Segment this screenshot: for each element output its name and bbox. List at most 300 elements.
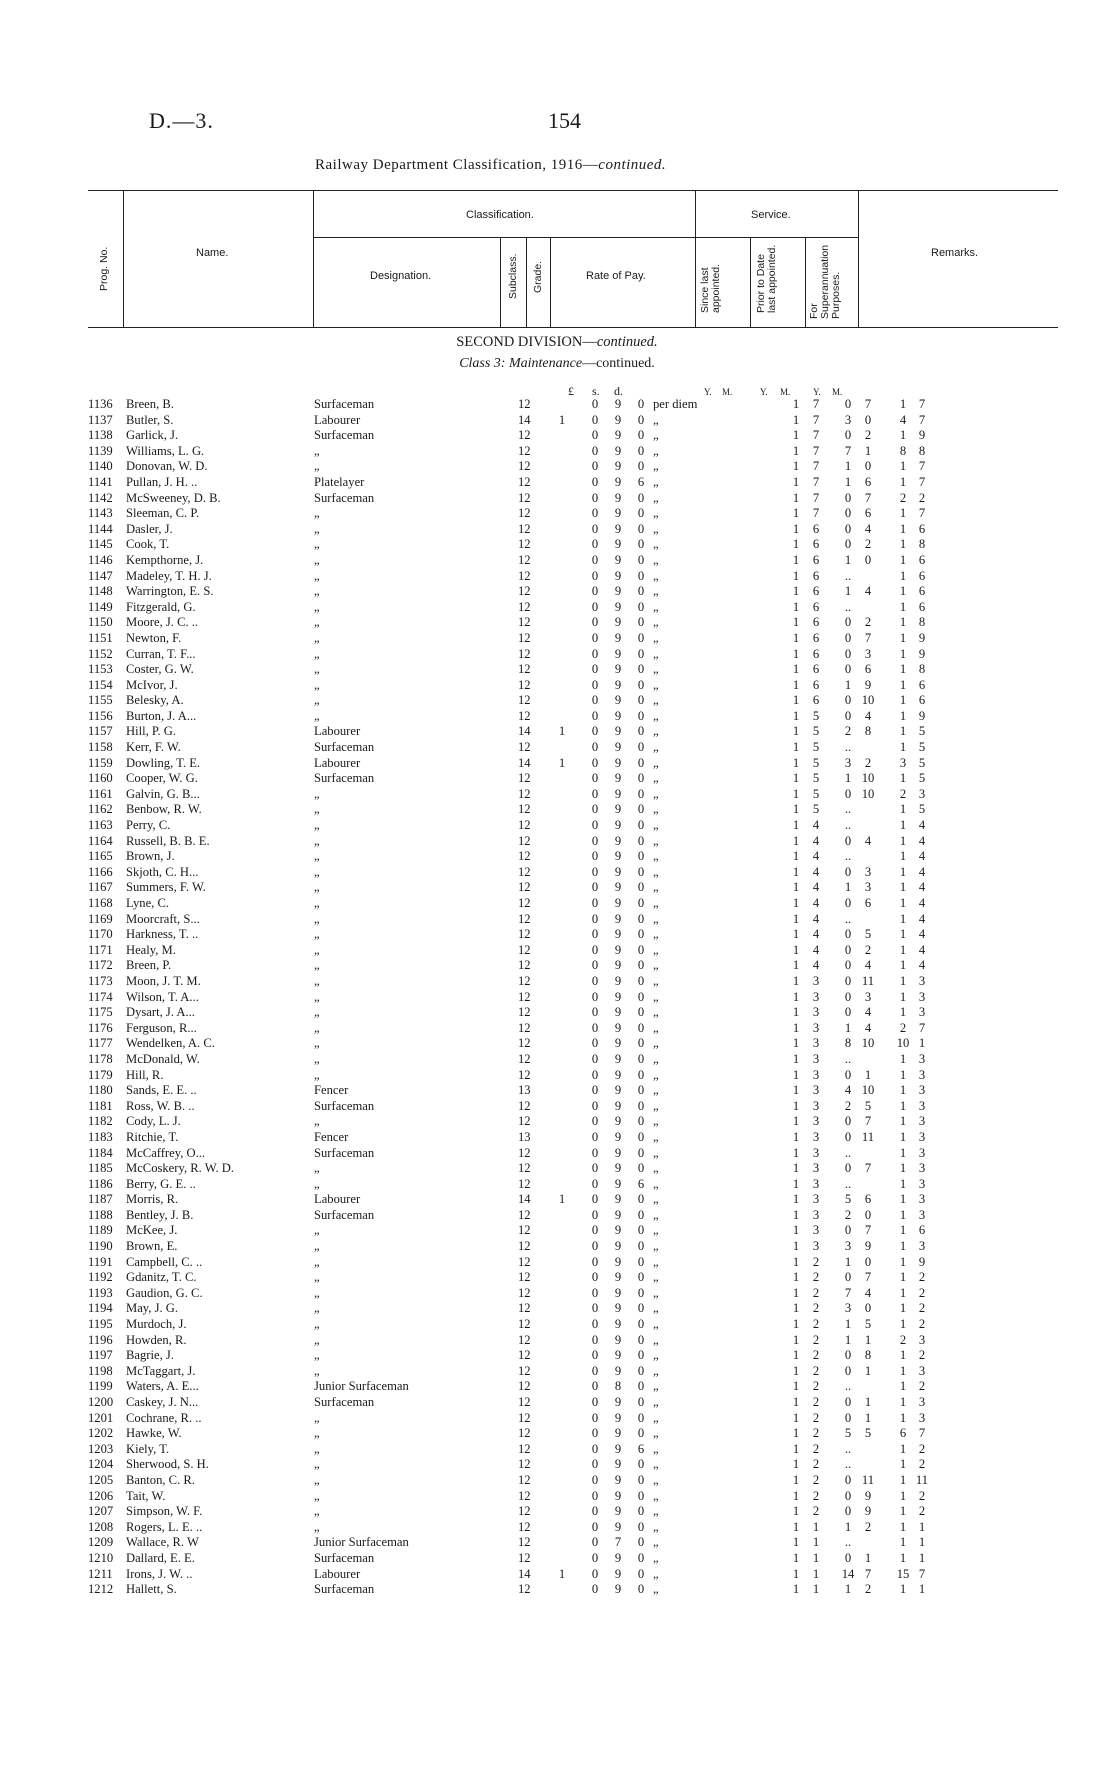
pay-rate: „ bbox=[653, 1114, 659, 1129]
since-months: 4 bbox=[812, 864, 820, 879]
prog-no: 1149 bbox=[88, 599, 113, 614]
prog-no: 1172 bbox=[88, 958, 113, 973]
unit-months: M. bbox=[832, 387, 843, 397]
prog-no: 1170 bbox=[88, 927, 113, 942]
designation: „ bbox=[314, 1301, 320, 1316]
super-months: 6 bbox=[918, 693, 926, 708]
prior-years: 1 bbox=[844, 459, 852, 474]
prog-no: 1183 bbox=[88, 1129, 113, 1144]
grade: 12 bbox=[518, 428, 531, 443]
grade: 12 bbox=[518, 927, 531, 942]
employee-name: Burton, J. A... bbox=[126, 708, 197, 723]
prog-no: 1191 bbox=[88, 1254, 113, 1269]
prior-months: 10 bbox=[861, 771, 875, 786]
prior-months: 4 bbox=[864, 1020, 872, 1035]
prior-years: 0 bbox=[844, 942, 852, 957]
designation: Surfaceman bbox=[314, 1582, 375, 1597]
pay-pence: 0 bbox=[637, 397, 645, 411]
pay-rate: „ bbox=[653, 1176, 659, 1191]
pay-pence: 0 bbox=[637, 1254, 645, 1269]
prog-no: 1159 bbox=[88, 755, 113, 770]
pay-rate: „ bbox=[653, 646, 659, 661]
pay-rate: „ bbox=[653, 552, 659, 567]
designation: „ bbox=[314, 1488, 320, 1503]
title-main: Railway Department Classification, 1916— bbox=[315, 157, 599, 173]
grade: 12 bbox=[518, 1348, 531, 1363]
grade: 12 bbox=[518, 1051, 531, 1066]
pay-shillings: 9 bbox=[614, 397, 622, 411]
pay-pounds: 0 bbox=[591, 1223, 599, 1238]
since-years: 1 bbox=[792, 1005, 800, 1020]
designation: „ bbox=[314, 568, 320, 583]
table-row bbox=[88, 459, 988, 475]
pay-shillings: 9 bbox=[614, 1254, 622, 1269]
table-row bbox=[88, 584, 988, 600]
pay-pence: 6 bbox=[637, 474, 645, 489]
table-row bbox=[88, 943, 988, 959]
employee-name: Breen, B. bbox=[126, 397, 174, 411]
employee-name: Curran, T. F... bbox=[126, 646, 196, 661]
designation: „ bbox=[314, 693, 320, 708]
grade: 12 bbox=[518, 1550, 531, 1565]
table-row bbox=[88, 1457, 988, 1473]
pay-shillings: 9 bbox=[614, 1005, 622, 1020]
since-months: 5 bbox=[812, 755, 820, 770]
pay-rate: „ bbox=[653, 474, 659, 489]
designation: „ bbox=[314, 1332, 320, 1347]
since-years: 1 bbox=[792, 568, 800, 583]
pay-pence: 0 bbox=[637, 615, 645, 630]
prog-no: 1208 bbox=[88, 1519, 114, 1534]
since-years: 1 bbox=[792, 459, 800, 474]
since-years: 1 bbox=[792, 1285, 800, 1300]
prior-years: .. bbox=[844, 1145, 852, 1160]
prog-no: 1190 bbox=[88, 1239, 113, 1254]
designation: „ bbox=[314, 864, 320, 879]
super-years: 1 bbox=[899, 1317, 907, 1332]
designation: „ bbox=[314, 677, 320, 692]
pay-pence: 0 bbox=[637, 1005, 645, 1020]
table-row bbox=[88, 740, 988, 756]
designation: Surfaceman bbox=[314, 428, 375, 443]
designation: „ bbox=[314, 1317, 320, 1332]
table-row bbox=[88, 787, 988, 803]
since-years: 1 bbox=[792, 755, 800, 770]
pay-pence: 0 bbox=[637, 1036, 645, 1051]
prog-no: 1144 bbox=[88, 521, 113, 536]
pay-pounds: 0 bbox=[591, 708, 599, 723]
pay-rate: „ bbox=[653, 1083, 659, 1098]
designation: „ bbox=[314, 1457, 320, 1472]
employee-name: Tait, W. bbox=[126, 1488, 166, 1503]
pay-pounds: 0 bbox=[591, 1566, 599, 1581]
pay-rate: „ bbox=[653, 1363, 659, 1378]
designation: „ bbox=[314, 786, 320, 801]
grade: 12 bbox=[518, 662, 531, 677]
prog-no: 1194 bbox=[88, 1301, 113, 1316]
grade: 12 bbox=[518, 615, 531, 630]
prior-months: 0 bbox=[864, 1254, 872, 1269]
pay-pence: 0 bbox=[637, 537, 645, 552]
super-years: 1 bbox=[899, 849, 907, 864]
pay-shillings: 9 bbox=[614, 630, 622, 645]
unit-years: Y. bbox=[704, 387, 712, 397]
prog-no: 1138 bbox=[88, 428, 113, 443]
prog-no: 1178 bbox=[88, 1051, 113, 1066]
super-years: 1 bbox=[899, 911, 907, 926]
super-months: 6 bbox=[918, 599, 926, 614]
employee-name: Moore, J. C. .. bbox=[126, 615, 199, 630]
super-years: 1 bbox=[899, 708, 907, 723]
pay-rate: „ bbox=[653, 521, 659, 536]
pay-pence: 0 bbox=[637, 443, 645, 458]
employee-name: Pullan, J. H. .. bbox=[126, 474, 198, 489]
pay-shillings: 9 bbox=[614, 740, 622, 755]
super-years: 1 bbox=[899, 1379, 907, 1394]
grade: 12 bbox=[518, 537, 531, 552]
prior-years: 0 bbox=[844, 537, 852, 552]
since-years: 1 bbox=[792, 849, 800, 864]
pay-shillings: 9 bbox=[614, 1410, 622, 1425]
designation: Platelayer bbox=[314, 474, 365, 489]
prior-months: 2 bbox=[864, 537, 872, 552]
designation: „ bbox=[314, 1223, 320, 1238]
pay-pence: 0 bbox=[637, 1457, 645, 1472]
pay-pence: 0 bbox=[637, 1566, 645, 1581]
table-row bbox=[88, 1489, 988, 1505]
employee-name: McTaggart, J. bbox=[126, 1363, 196, 1378]
designation: „ bbox=[314, 708, 320, 723]
since-months: 2 bbox=[812, 1410, 820, 1425]
super-months: 3 bbox=[918, 1114, 926, 1129]
since-years: 1 bbox=[792, 1223, 800, 1238]
designation: „ bbox=[314, 818, 320, 833]
pay-shillings: 9 bbox=[614, 724, 622, 739]
since-years: 1 bbox=[792, 802, 800, 817]
staff-table bbox=[88, 397, 988, 1598]
since-years: 1 bbox=[792, 818, 800, 833]
super-months: 5 bbox=[918, 740, 926, 755]
prog-no: 1198 bbox=[88, 1363, 113, 1378]
designation: „ bbox=[314, 989, 320, 1004]
since-months: 4 bbox=[812, 958, 820, 973]
pay-rate: „ bbox=[653, 1348, 659, 1363]
employee-name: Dasler, J. bbox=[126, 521, 173, 536]
prog-no: 1166 bbox=[88, 864, 113, 879]
since-months: 3 bbox=[812, 1223, 820, 1238]
pay-pence: 0 bbox=[637, 1348, 645, 1363]
super-months: 8 bbox=[918, 615, 926, 630]
prog-no: 1177 bbox=[88, 1036, 113, 1051]
super-months: 3 bbox=[918, 1332, 926, 1347]
designation: Labourer bbox=[314, 755, 361, 770]
pay-shillings: 9 bbox=[614, 942, 622, 957]
super-years: 1 bbox=[899, 1488, 907, 1503]
designation: Surfaceman bbox=[314, 1098, 375, 1113]
pay-shillings: 9 bbox=[614, 1161, 622, 1176]
pay-rate: „ bbox=[653, 1207, 659, 1222]
super-years: 1 bbox=[899, 1285, 907, 1300]
super-months: 7 bbox=[918, 412, 926, 427]
pay-pence: 0 bbox=[637, 880, 645, 895]
pay-rate: „ bbox=[653, 1379, 659, 1394]
pay-pence: 0 bbox=[637, 521, 645, 536]
designation: „ bbox=[314, 1020, 320, 1035]
prior-years: 0 bbox=[844, 1363, 852, 1378]
pay-pounds: 0 bbox=[591, 1457, 599, 1472]
designation: „ bbox=[314, 615, 320, 630]
since-months: 4 bbox=[812, 927, 820, 942]
since-years: 1 bbox=[792, 490, 800, 505]
since-months: 3 bbox=[812, 1145, 820, 1160]
employee-name: Banton, C. R. bbox=[126, 1472, 195, 1487]
pay-pounds: 0 bbox=[591, 771, 599, 786]
prior-months: 3 bbox=[864, 864, 872, 879]
designation: Labourer bbox=[314, 412, 361, 427]
pay-rate: „ bbox=[653, 708, 659, 723]
pay-pounds: 0 bbox=[591, 1582, 599, 1597]
employee-name: Cochrane, R. .. bbox=[126, 1410, 202, 1425]
since-months: 2 bbox=[812, 1488, 820, 1503]
employee-name: Sherwood, S. H. bbox=[126, 1457, 209, 1472]
pay-rate: „ bbox=[653, 443, 659, 458]
prior-months: 2 bbox=[864, 1582, 872, 1597]
pay-pounds: 0 bbox=[591, 973, 599, 988]
since-months: 2 bbox=[812, 1472, 820, 1487]
pay-pounds: 0 bbox=[591, 1270, 599, 1285]
employee-name: Williams, L. G. bbox=[126, 443, 205, 458]
pay-pounds: 0 bbox=[591, 1005, 599, 1020]
prior-months: 7 bbox=[864, 1223, 872, 1238]
table-row bbox=[88, 1192, 988, 1208]
super-months: 7 bbox=[918, 397, 926, 411]
pay-pounds: 0 bbox=[591, 1410, 599, 1425]
employee-name: McDonald, W. bbox=[126, 1051, 200, 1066]
prior-years: .. bbox=[844, 599, 852, 614]
employee-name: Kempthorne, J. bbox=[126, 552, 204, 567]
prior-months: 5 bbox=[864, 927, 872, 942]
pay-rate: „ bbox=[653, 1145, 659, 1160]
pay-shillings: 9 bbox=[614, 1036, 622, 1051]
pay-rate: „ bbox=[653, 506, 659, 521]
prior-years: 0 bbox=[844, 989, 852, 1004]
prior-months: 6 bbox=[864, 474, 872, 489]
divider bbox=[750, 237, 751, 327]
table-row bbox=[88, 927, 988, 943]
pay-shillings: 9 bbox=[614, 490, 622, 505]
super-months: 9 bbox=[918, 708, 926, 723]
since-years: 1 bbox=[792, 1114, 800, 1129]
super-months: 1 bbox=[918, 1582, 926, 1597]
since-years: 1 bbox=[792, 521, 800, 536]
grade: 12 bbox=[518, 1239, 531, 1254]
prog-no: 1197 bbox=[88, 1348, 113, 1363]
since-years: 1 bbox=[792, 693, 800, 708]
prog-no: 1212 bbox=[88, 1582, 114, 1597]
pay-pence: 0 bbox=[637, 1051, 645, 1066]
header-service: Service. bbox=[751, 209, 791, 221]
subclass: 1 bbox=[558, 1192, 566, 1207]
since-months: 3 bbox=[812, 1036, 820, 1051]
pay-pence: 0 bbox=[637, 459, 645, 474]
pay-pounds: 0 bbox=[591, 911, 599, 926]
grade: 13 bbox=[518, 1083, 531, 1098]
divider bbox=[858, 191, 859, 327]
employee-name: Breen, P. bbox=[126, 958, 172, 973]
prog-no: 1206 bbox=[88, 1488, 114, 1503]
employee-name: Irons, J. W. .. bbox=[126, 1566, 193, 1581]
super-years: 1 bbox=[899, 1410, 907, 1425]
employee-name: Brown, E. bbox=[126, 1239, 178, 1254]
since-months: 2 bbox=[812, 1363, 820, 1378]
prior-years: 2 bbox=[844, 724, 852, 739]
super-months: 9 bbox=[918, 630, 926, 645]
prior-months: 1 bbox=[864, 1067, 872, 1082]
grade: 12 bbox=[518, 911, 531, 926]
prior-months: 10 bbox=[861, 1083, 875, 1098]
prog-no: 1205 bbox=[88, 1472, 114, 1487]
employee-name: Simpson, W. F. bbox=[126, 1504, 203, 1519]
prior-months: 5 bbox=[864, 1317, 872, 1332]
super-months: 2 bbox=[918, 1379, 926, 1394]
prior-months: 2 bbox=[864, 1519, 872, 1534]
since-years: 1 bbox=[792, 1550, 800, 1565]
prog-no: 1203 bbox=[88, 1441, 114, 1456]
pay-shillings: 9 bbox=[614, 833, 622, 848]
designation: „ bbox=[314, 911, 320, 926]
designation: Labourer bbox=[314, 1192, 361, 1207]
pay-rate: „ bbox=[653, 989, 659, 1004]
table-row bbox=[88, 802, 988, 818]
since-years: 1 bbox=[792, 1207, 800, 1222]
prior-years: 0 bbox=[844, 490, 852, 505]
grade: 12 bbox=[518, 630, 531, 645]
since-months: 7 bbox=[812, 459, 820, 474]
since-months: 6 bbox=[812, 584, 820, 599]
pay-pounds: 0 bbox=[591, 1145, 599, 1160]
since-months: 3 bbox=[812, 989, 820, 1004]
prog-no: 1164 bbox=[88, 833, 113, 848]
super-years: 1 bbox=[899, 1005, 907, 1020]
pay-pounds: 0 bbox=[591, 942, 599, 957]
table-row bbox=[88, 912, 988, 928]
super-months: 7 bbox=[918, 474, 926, 489]
super-years: 1 bbox=[899, 1270, 907, 1285]
prog-no: 1174 bbox=[88, 989, 113, 1004]
employee-name: Berry, G. E. .. bbox=[126, 1176, 196, 1191]
grade: 12 bbox=[518, 989, 531, 1004]
pay-rate: „ bbox=[653, 1036, 659, 1051]
super-months: 7 bbox=[918, 506, 926, 521]
pay-pounds: 0 bbox=[591, 1535, 599, 1550]
prior-months: 9 bbox=[864, 677, 872, 692]
pay-pounds: 0 bbox=[591, 755, 599, 770]
designation: „ bbox=[314, 552, 320, 567]
employee-name: Hawke, W. bbox=[126, 1426, 182, 1441]
pay-rate: „ bbox=[653, 428, 659, 443]
designation: „ bbox=[314, 802, 320, 817]
employee-name: Wendelken, A. C. bbox=[126, 1036, 215, 1051]
super-years: 1 bbox=[899, 896, 907, 910]
prior-years: 0 bbox=[844, 521, 852, 536]
class-suffix: —continued. bbox=[582, 356, 655, 371]
since-months: 6 bbox=[812, 552, 820, 567]
super-months: 4 bbox=[918, 942, 926, 957]
pay-pounds: 0 bbox=[591, 1504, 599, 1519]
prior-months: 10 bbox=[861, 786, 875, 801]
super-years: 1 bbox=[899, 506, 907, 521]
pay-shillings: 9 bbox=[614, 896, 622, 910]
pay-pounds: 0 bbox=[591, 1363, 599, 1378]
table-row bbox=[88, 756, 988, 772]
since-months: 6 bbox=[812, 537, 820, 552]
pay-shillings: 9 bbox=[614, 1332, 622, 1347]
super-years: 1 bbox=[899, 818, 907, 833]
pay-rate: „ bbox=[653, 818, 659, 833]
pay-pence: 0 bbox=[637, 568, 645, 583]
pay-rate: „ bbox=[653, 1519, 659, 1534]
designation: „ bbox=[314, 646, 320, 661]
employee-name: Waters, A. E... bbox=[126, 1379, 199, 1394]
pay-shillings: 9 bbox=[614, 771, 622, 786]
pay-pounds: 0 bbox=[591, 1332, 599, 1347]
grade: 12 bbox=[518, 474, 531, 489]
super-months: 2 bbox=[918, 1270, 926, 1285]
table-row bbox=[88, 428, 988, 444]
designation: „ bbox=[314, 927, 320, 942]
designation: „ bbox=[314, 1472, 320, 1487]
super-months: 6 bbox=[918, 552, 926, 567]
super-months: 3 bbox=[918, 1145, 926, 1160]
grade: 12 bbox=[518, 942, 531, 957]
employee-name: Brown, J. bbox=[126, 849, 175, 864]
prior-years: 7 bbox=[844, 443, 852, 458]
super-months: 3 bbox=[918, 1161, 926, 1176]
super-months: 7 bbox=[918, 1566, 926, 1581]
prog-no: 1141 bbox=[88, 474, 113, 489]
super-years: 1 bbox=[899, 1145, 907, 1160]
page-number: 154 bbox=[548, 108, 581, 133]
super-years: 1 bbox=[899, 1161, 907, 1176]
pay-shillings: 9 bbox=[614, 1457, 622, 1472]
table-row bbox=[88, 1582, 988, 1598]
since-months: 3 bbox=[812, 1067, 820, 1082]
prog-no: 1146 bbox=[88, 552, 113, 567]
since-years: 1 bbox=[792, 1192, 800, 1207]
employee-name: Warrington, E. S. bbox=[126, 584, 214, 599]
pay-pence: 0 bbox=[637, 1395, 645, 1409]
prior-months: 6 bbox=[864, 896, 872, 910]
table-row bbox=[88, 709, 988, 725]
prior-years: .. bbox=[844, 818, 852, 833]
super-years: 1 bbox=[899, 1129, 907, 1144]
super-years: 1 bbox=[899, 1395, 907, 1409]
designation: „ bbox=[314, 506, 320, 521]
prior-years: .. bbox=[844, 740, 852, 755]
table-row bbox=[88, 1567, 988, 1583]
pay-rate: „ bbox=[653, 1535, 659, 1550]
prior-months: 4 bbox=[864, 708, 872, 723]
super-months: 3 bbox=[918, 1410, 926, 1425]
pay-shillings: 8 bbox=[614, 1379, 622, 1394]
since-years: 1 bbox=[792, 1317, 800, 1332]
grade: 12 bbox=[518, 1472, 531, 1487]
prior-months: 3 bbox=[864, 880, 872, 895]
pay-shillings: 9 bbox=[614, 1301, 622, 1316]
prior-years: 0 bbox=[844, 1488, 852, 1503]
prior-years: .. bbox=[844, 1441, 852, 1456]
grade: 14 bbox=[518, 1566, 531, 1581]
